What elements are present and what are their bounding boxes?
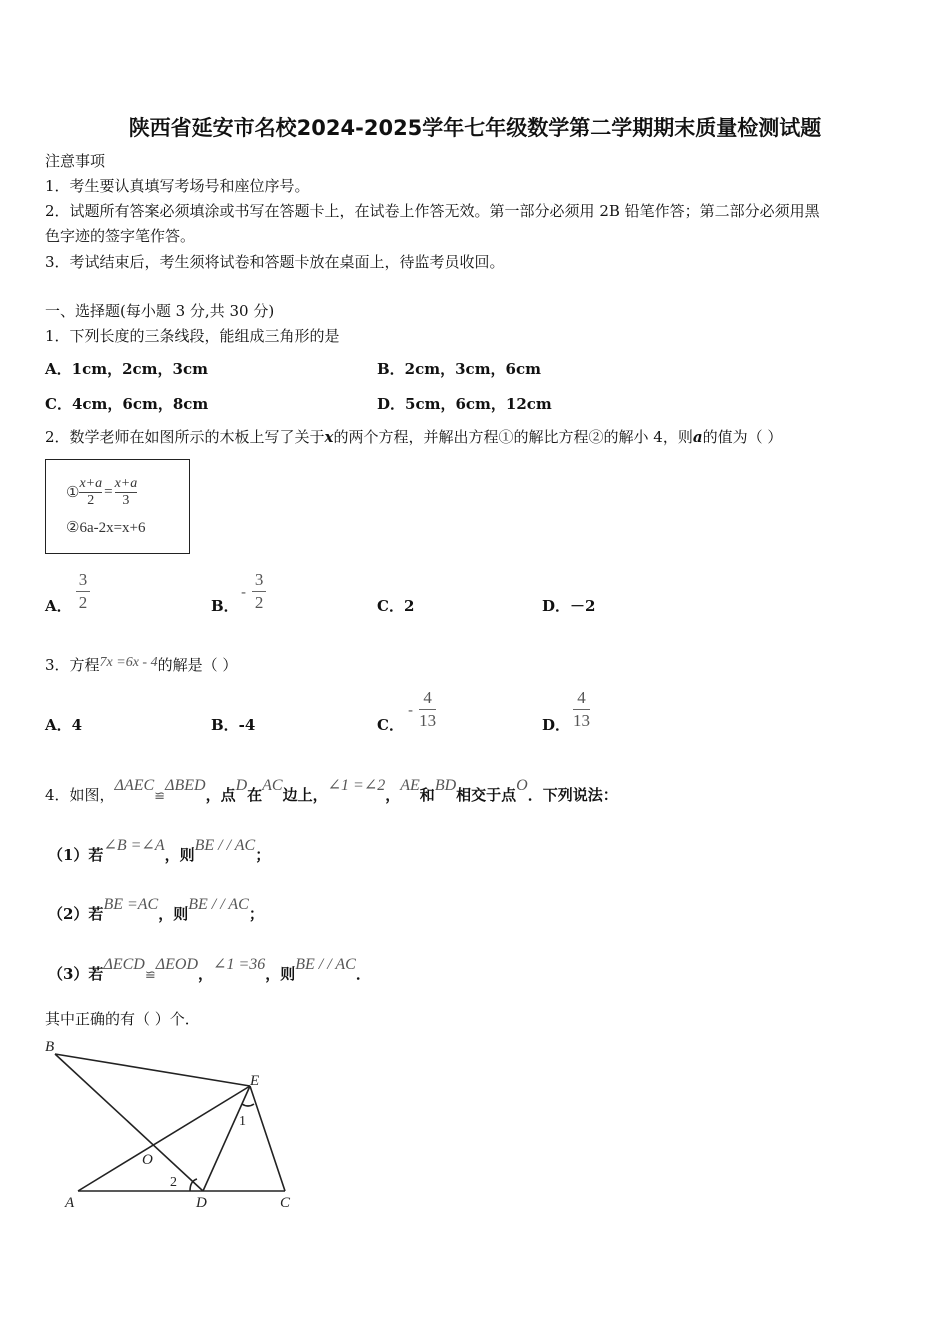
segment-ec xyxy=(250,1086,285,1191)
label-angle-2: 2 xyxy=(170,1175,177,1190)
label-o: O xyxy=(142,1152,153,1168)
q2-stem: 2．数学老师在如图所示的木板上写了关于x的两个方程，并解出方程①的解比方程②的解小 4，则a的值为（ ） xyxy=(45,428,783,446)
equation-board xyxy=(45,459,190,554)
q3-option-d: D． xyxy=(542,716,571,734)
notice-item-2: 2．试题所有答案必须填涂或书写在答题卡上，在试卷上作答无效。第一部分必须用 2B 铅笔作答；第二部分必须用黑 xyxy=(45,202,820,220)
q3-stem: 3．方程7x =6x - 4的解是（ ） xyxy=(45,655,238,674)
q2-option-a: A． xyxy=(45,597,72,615)
q4-statement-1: （1）若∠B =∠A，则BE / / AC； xyxy=(48,837,271,864)
angle-1-arc xyxy=(242,1104,254,1106)
notice-heading: 注意事项 xyxy=(45,152,106,170)
label-d: D xyxy=(196,1195,207,1211)
q3-option-c-value: - $\frac{4}{13}$ xyxy=(408,688,437,730)
label-c: C xyxy=(280,1195,291,1211)
q2-option-c: C．2 xyxy=(377,597,415,615)
q3-option-c: C． xyxy=(377,716,404,734)
notice-item-3: 3．考试结束后，考生须将试卷和答题卡放在桌面上，待监考员收回。 xyxy=(45,253,505,271)
q4-footer: 其中正确的有（ ）个． xyxy=(45,1010,200,1028)
q1-stem: 1．下列长度的三条线段，能组成三角形的是 xyxy=(45,327,340,345)
board-equation-2: ②6a-2x=x+6 xyxy=(66,520,146,536)
q1-option-a: A．1cm，2cm，3cm xyxy=(45,360,208,378)
label-a: A xyxy=(65,1195,75,1211)
triangle-figure xyxy=(40,1035,310,1215)
q1-option-b: B．2cm，3cm，6cm xyxy=(377,360,542,378)
q3-option-d-value: $\frac{4}{13}$ xyxy=(573,688,590,730)
q4-statement-2: （2）若BE =AC，则BE / / AC； xyxy=(48,896,264,923)
q4-stem: 4．如图，ΔAEC≌ΔBED，点D在AC边上，∠1 =∠2，AE和BD相交于点O．下列说法： xyxy=(45,777,618,804)
board-equation-1: ① x+a 2 = x+a 3 xyxy=(66,476,138,508)
page-title: 陕西省延安市名校2024-2025学年七年级数学第二学期期末质量检测试题 xyxy=(128,116,822,140)
q1-option-c: C．4cm，6cm，8cm xyxy=(45,395,209,413)
segment-ed xyxy=(203,1086,250,1191)
notice-item-1: 1．考生要认真填写考场号和座位序号。 xyxy=(45,177,310,195)
q2-option-b: B． xyxy=(211,597,239,615)
segment-ae xyxy=(78,1086,250,1191)
label-b: B xyxy=(45,1039,55,1055)
q3-option-a: A．4 xyxy=(45,716,83,734)
label-e: E xyxy=(250,1073,260,1089)
q2-option-b-value: - $\frac{3}{2}$ xyxy=(241,570,266,613)
notice-item-2-cont: 色字迹的签字笔作答。 xyxy=(45,227,196,245)
section-heading: 一、选择题(每小题 3 分,共 30 分) xyxy=(45,302,275,320)
label-angle-1: 1 xyxy=(239,1114,246,1129)
q3-option-b: B．-4 xyxy=(211,716,256,734)
q2-option-a-value: $\frac{3}{2}$ xyxy=(76,570,90,613)
q1-option-d: D．5cm，6cm，12cm xyxy=(377,395,552,413)
q2-option-d: D．－2 xyxy=(542,597,596,615)
q4-statement-3: （3）若ΔECD≌ΔEOD，∠1 =36，则BE / / AC． xyxy=(48,956,371,983)
